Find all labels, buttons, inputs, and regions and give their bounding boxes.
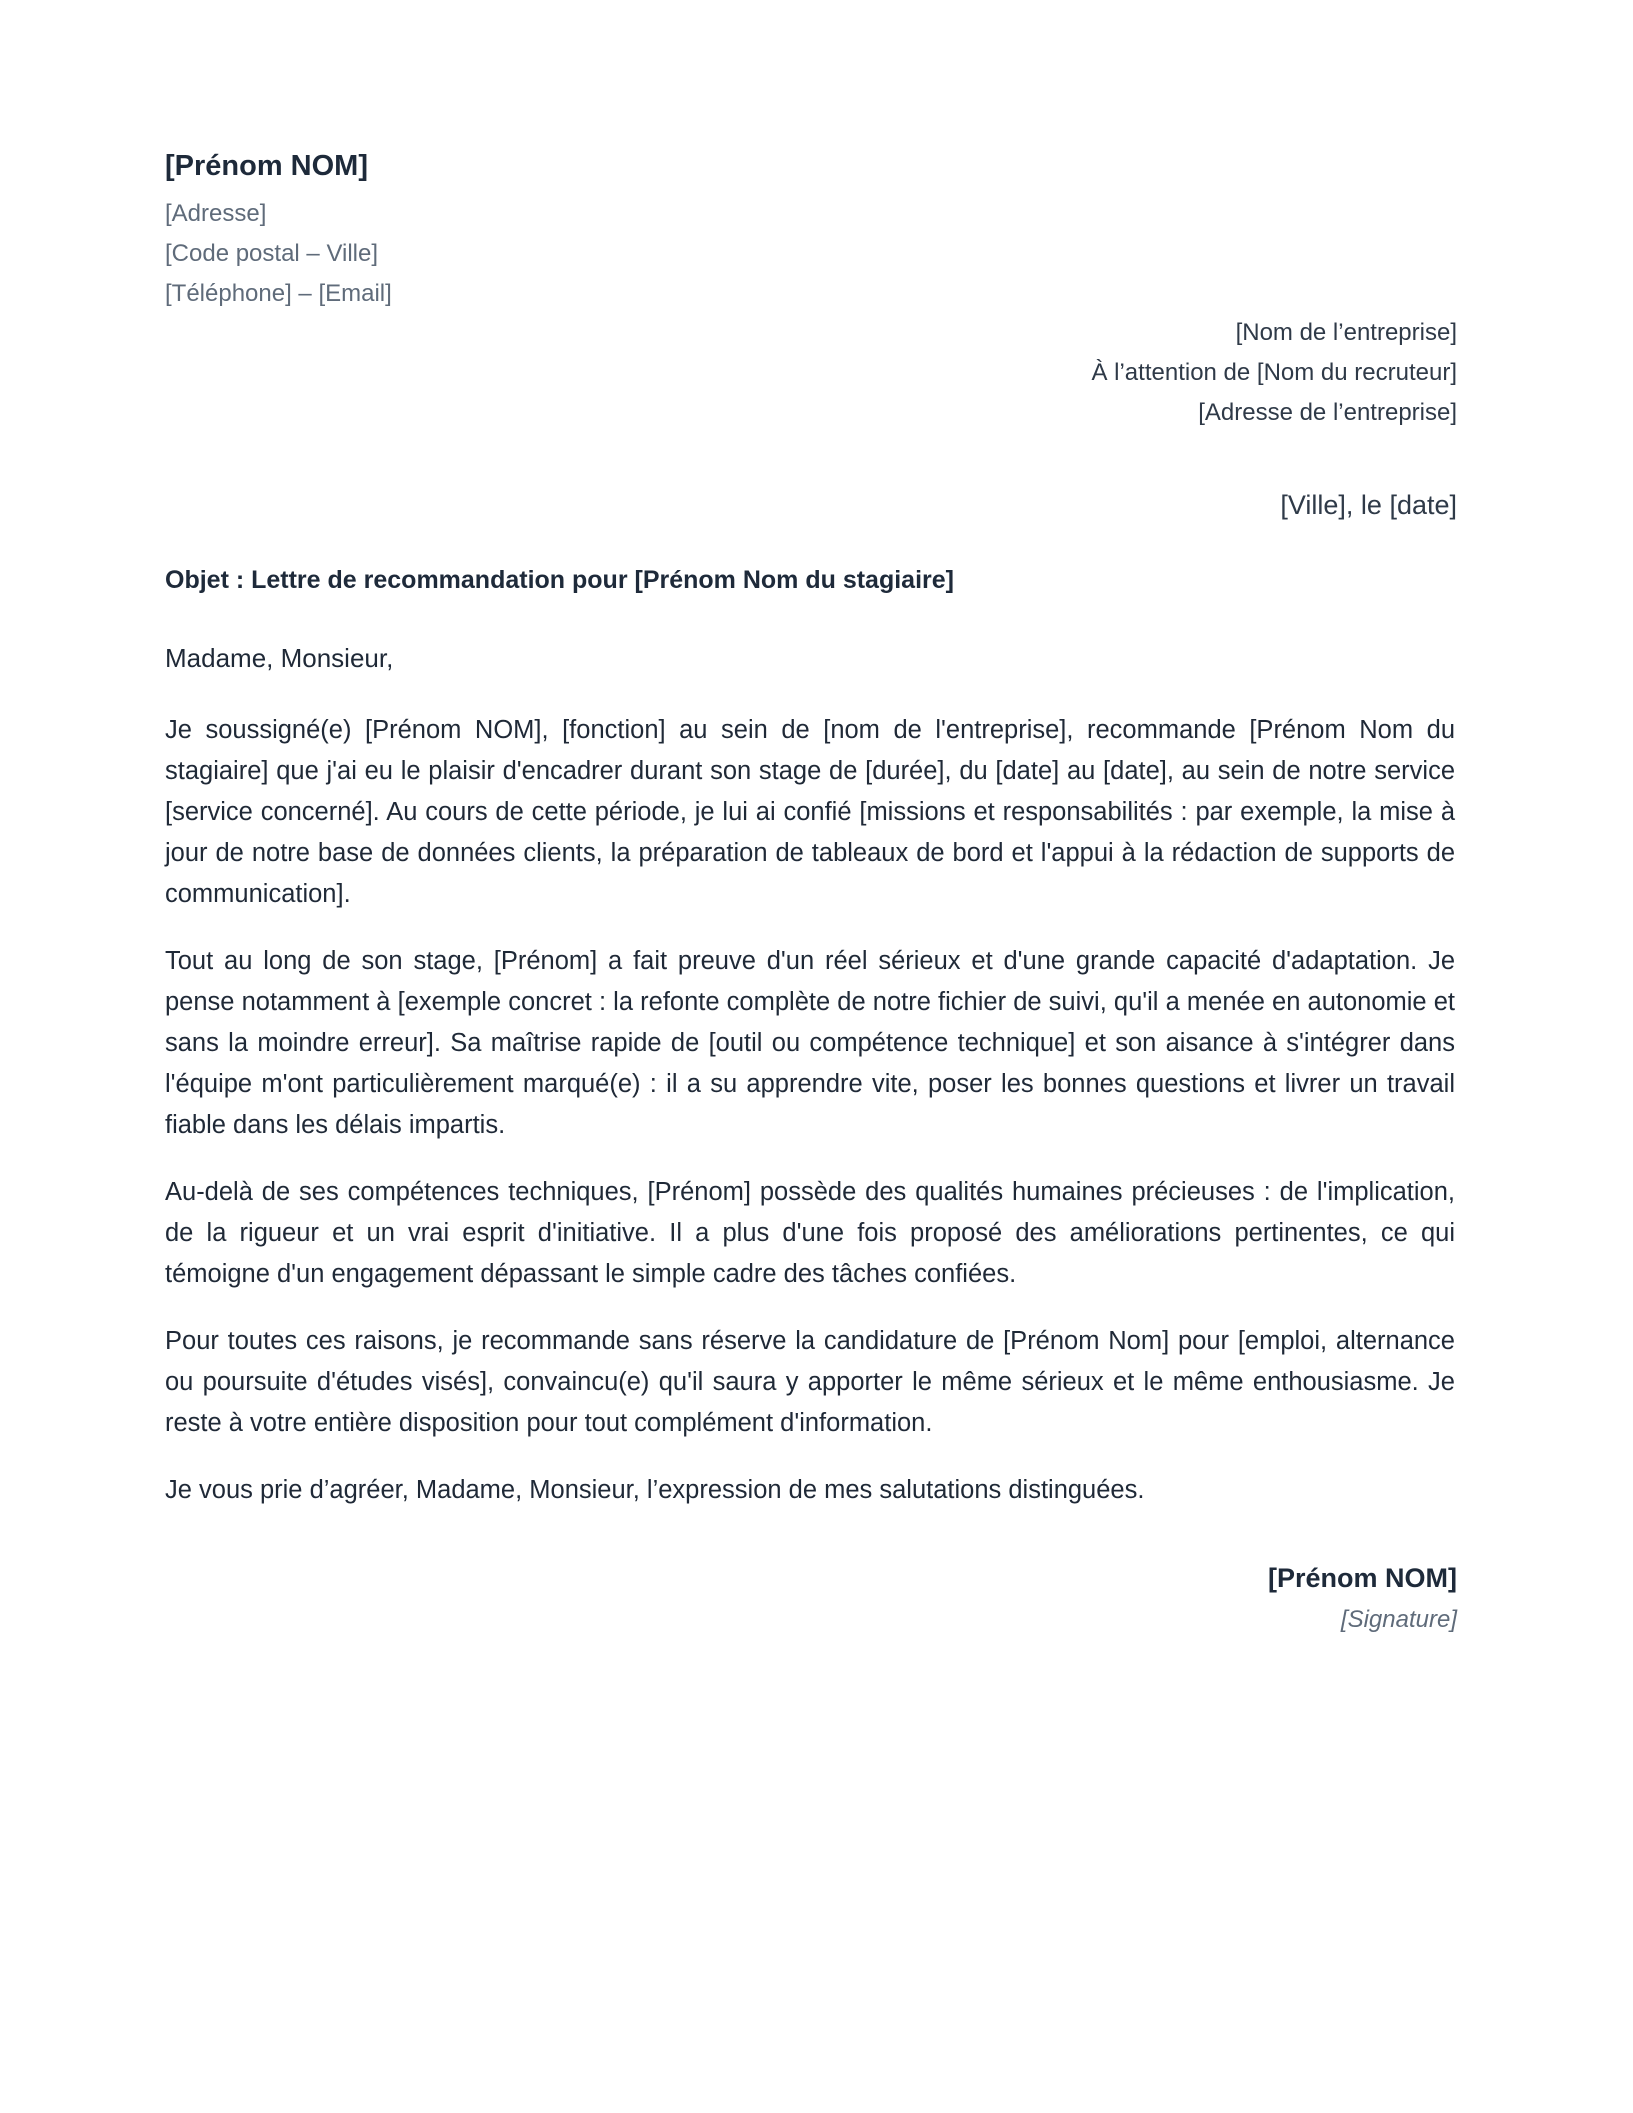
- recipient-address: [Adresse de l’entreprise]: [1198, 399, 1457, 426]
- closing-formula: Je vous prie d’agréer, Madame, Monsieur, l’expression de mes salutations distinguées.: [165, 1476, 1145, 1504]
- body-paragraph: Tout au long de son stage, [Prénom] a fait preuve d'un réel sérieux et d'une grande capacité d'adaptation. Je pense notamment à [exemple concret : la refonte complète de notre fichier de suivi, qu'il a menée en autonomie et sans la moindre erreur]. Sa maîtrise rapide de [outil ou compétence technique] et son aisance à s'intégrer dans l'équipe m'ont particulièrement marqué(e) : il a su apprendre vite, poser les bonnes questions et livrer un travail fiable dans les délais impartis.: [165, 947, 1455, 1139]
- sender-name: [Prénom NOM]: [165, 150, 368, 182]
- signoff-block: [1268, 1558, 1457, 1642]
- signoff-name: [Prénom NOM]: [1268, 1563, 1457, 1593]
- sender-block: [165, 148, 765, 314]
- date-line: [Ville], le [date]: [1280, 490, 1457, 520]
- subject-line: Objet : Lettre de recommandation pour [Prénom Nom du stagiaire]: [165, 566, 954, 594]
- greeting: Madame, Monsieur,: [165, 643, 394, 673]
- recipient-block: [1091, 313, 1457, 433]
- signature-placeholder: [Signature]: [1340, 1606, 1457, 1633]
- recipient-company: [Nom de l’entreprise]: [1235, 319, 1457, 346]
- body-paragraph: Pour toutes ces raisons, je recommande sans réserve la candidature de [Prénom Nom] pour [emploi, alternance ou poursuite d'études visés], convaincu(e) qu'il saura y apporter le même sérieux et le même enthousiasme. Je reste à votre entière disposition pour tout complément d'information.: [165, 1327, 1455, 1437]
- recipient-attention: À l’attention de [Nom du recruteur]: [1091, 359, 1457, 386]
- body-paragraph: Au-delà de ses compétences techniques, [Prénom] possède des qualités humaines précieuses : de l'implication, de la rigueur et un vrai esprit d'initiative. Il a plus d'une fois proposé des améliorations pertinentes, ce qui témoigne d'un engagement dépassant le simple cadre des tâches confiées.: [165, 1178, 1455, 1288]
- sender-address: [Adresse]: [165, 200, 267, 228]
- letter-body: [165, 710, 1455, 1537]
- sender-postal-city: [Code postal – Ville]: [165, 240, 379, 268]
- body-paragraph: Je soussigné(e) [Prénom NOM], [fonction] au sein de [nom de l'entreprise], recommande [Prénom Nom du stagiaire] que j'ai eu le plaisir d'encadrer durant son stage de [durée], du [date] au [date], au sein de notre service [service concerné]. Au cours de cette période, je lui ai confié [missions et responsabilités : par exemple, la mise à jour de notre base de données clients, la préparation de tableaux de bord et l'appui à la rédaction de supports de communication].: [165, 716, 1455, 908]
- sender-contact: [Téléphone] – [Email]: [165, 280, 392, 308]
